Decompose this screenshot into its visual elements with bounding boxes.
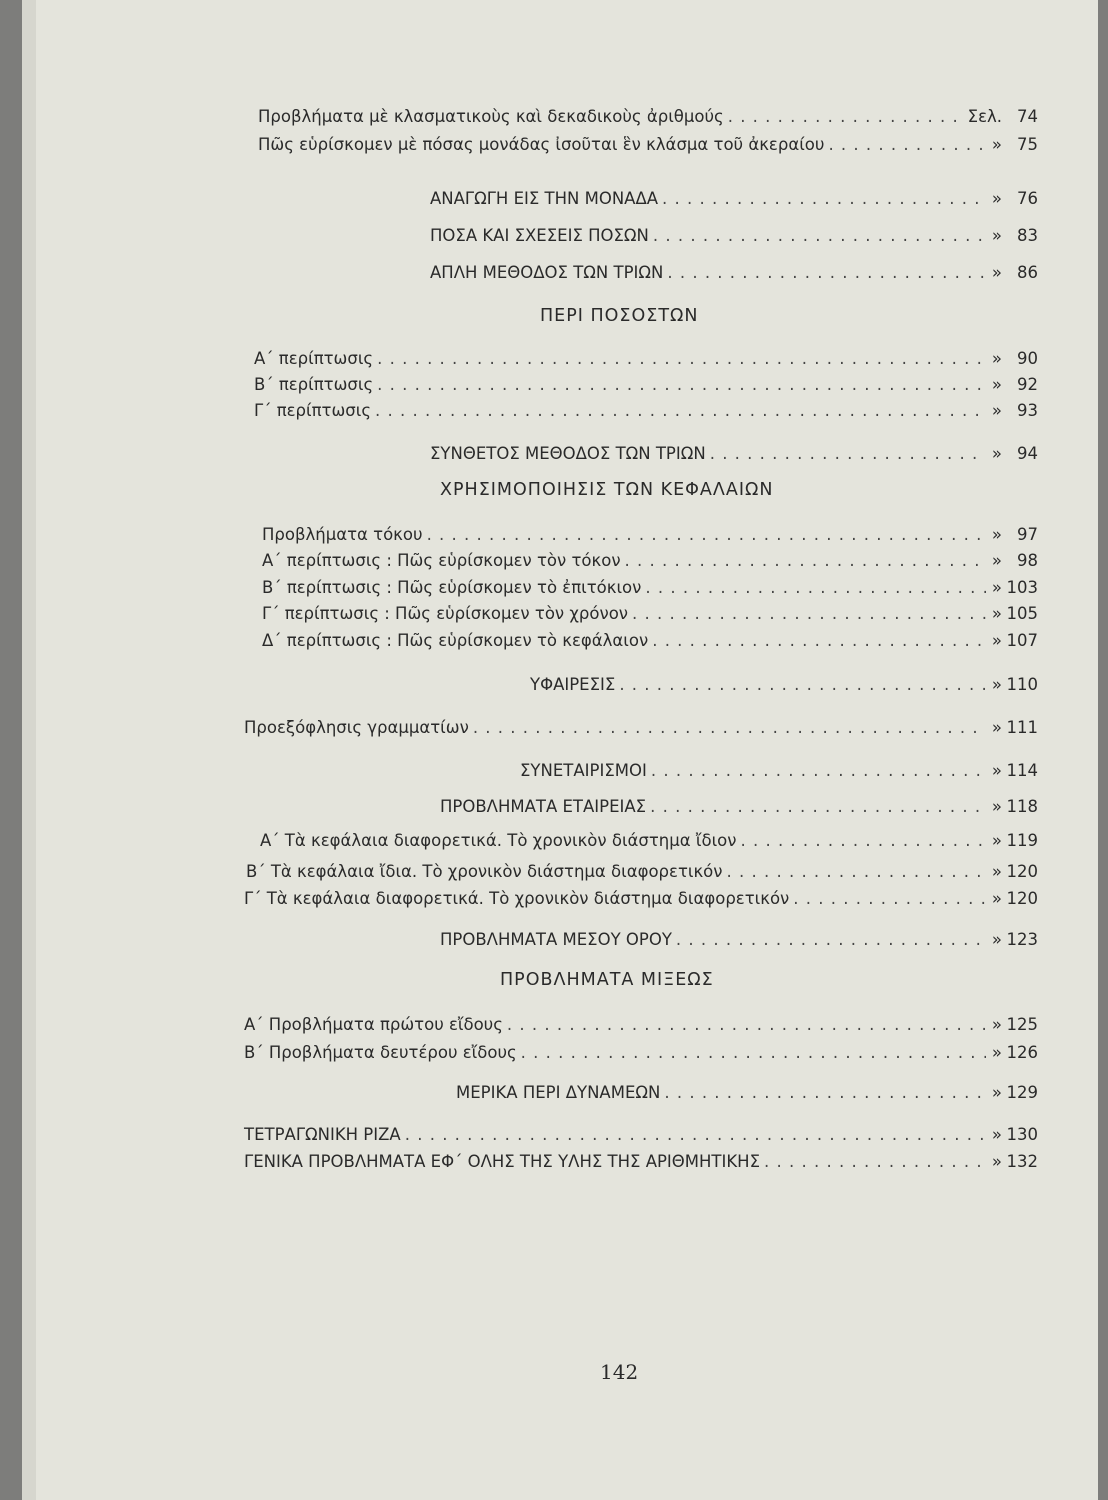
toc-entry: Πῶς εὑρίσκομεν μὲ πόσας μονάδας ἰσοῦται ἓν κλάσμα τοῦ ἀκεραίου . . . » 75	[258, 134, 1038, 156]
section-heading: ΧΡΗΣΙΜΟΠΟΙΗΣΙΣ ΤΩΝ ΚΕΦΑΛΑΙΩΝ	[440, 480, 774, 500]
toc-heading-entry: ΠΡΟΒΛΗΜΑΤΑ ΜΕΣΟΥ ΟΡΟΥ . . . » 123	[440, 929, 1038, 951]
toc-entry: Α΄ Τὰ κεφάλαια διαφορετικά. Τὸ χρονικὸν διάστημα ἴδιον . . . » 119	[260, 830, 1038, 852]
toc-entry: Γ΄ περίπτωσις : Πῶς εὑρίσκομεν τὸν χρόνον . . . » 105	[262, 603, 1038, 625]
toc-heading-entry: ΥΦΑΙΡΕΣΙΣ . . . » 110	[530, 674, 1038, 696]
toc-entry: Προβλήματα τόκου . . . » 97	[262, 524, 1038, 546]
toc-heading-entry: ΣΥΝΕΤΑΙΡΙΣΜΟΙ . . . » 114	[520, 760, 1038, 782]
page-number: 142	[600, 1360, 639, 1384]
document-page	[22, 0, 1098, 1500]
toc-entry: Προεξόφλησις γραμματίων . . . » 111	[244, 717, 1038, 739]
toc-heading-entry: ΤΕΤΡΑΓΩΝΙΚΗ ΡΙΖΑ . . . » 130	[244, 1124, 1038, 1146]
toc-entry: Προβλήματα μὲ κλασματικοὺς καὶ δεκαδικοὺς ἀριθμούς . . . Σελ. 74	[258, 106, 1038, 128]
toc-heading-entry: ΜΕΡΙΚΑ ΠΕΡΙ ΔΥΝΑΜΕΩΝ . . . » 129	[456, 1082, 1038, 1104]
toc-heading-entry: ΓΕΝΙΚΑ ΠΡΟΒΛΗΜΑΤΑ ΕΦ΄ ΟΛΗΣ ΤΗΣ ΥΛΗΣ ΤΗΣ ΑΡΙΘΜΗΤΙΚΗΣ . . . » 132	[244, 1151, 1038, 1173]
toc-entry: Β΄ Προβλήματα δευτέρου εἴδους . . . » 126	[244, 1042, 1038, 1064]
toc-entry: Γ΄ Τὰ κεφάλαια διαφορετικά. Τὸ χρονικὸν διάστημα διαφορετικόν . . . » 120	[244, 888, 1038, 910]
toc-heading-entry: ΠΡΟΒΛΗΜΑΤΑ ΕΤΑΙΡΕΙΑΣ . . . » 118	[440, 796, 1038, 818]
toc-heading-entry: ΠΟΣΑ ΚΑΙ ΣΧΕΣΕΙΣ ΠΟΣΩΝ . . . » 83	[430, 225, 1038, 247]
toc-entry: Α΄ περίπτωσις : Πῶς εὑρίσκομεν τὸν τόκον . . . » 98	[262, 550, 1038, 572]
toc-entry: Γ΄ περίπτωσις . . . » 93	[254, 400, 1038, 422]
page-edge	[22, 0, 36, 1500]
toc-entry: Α΄ περίπτωσις . . . » 90	[254, 348, 1038, 370]
toc-entry: Α΄ Προβλήματα πρώτου εἴδους . . . » 125	[244, 1014, 1038, 1036]
section-heading: ΠΕΡΙ ΠΟΣΟΣΤΩΝ	[540, 306, 699, 326]
toc-entry: Δ΄ περίπτωσις : Πῶς εὑρίσκομεν τὸ κεφάλαιον . . . » 107	[262, 630, 1038, 652]
toc-heading-entry: ΑΝΑΓΩΓΗ ΕΙΣ ΤΗΝ ΜΟΝΑΔΑ . . . » 76	[430, 188, 1038, 210]
toc-entry: Β΄ Τὰ κεφάλαια ἴδια. Τὸ χρονικὸν διάστημα διαφορετικόν . . . » 120	[246, 861, 1038, 883]
section-heading: ΠΡΟΒΛΗΜΑΤΑ ΜΙΞΕΩΣ	[500, 970, 714, 990]
toc-entry: Β΄ περίπτωσις : Πῶς εὑρίσκομεν τὸ ἐπιτόκιον . . . » 103	[262, 577, 1038, 599]
toc-heading-entry: ΣΥΝΘΕΤΟΣ ΜΕΘΟΔΟΣ ΤΩΝ ΤΡΙΩΝ . . . » 94	[430, 443, 1038, 465]
toc-heading-entry: ΑΠΛΗ ΜΕΘΟΔΟΣ ΤΩΝ ΤΡΙΩΝ . . . » 86	[430, 262, 1038, 284]
toc-entry: Β΄ περίπτωσις . . . » 92	[254, 374, 1038, 396]
